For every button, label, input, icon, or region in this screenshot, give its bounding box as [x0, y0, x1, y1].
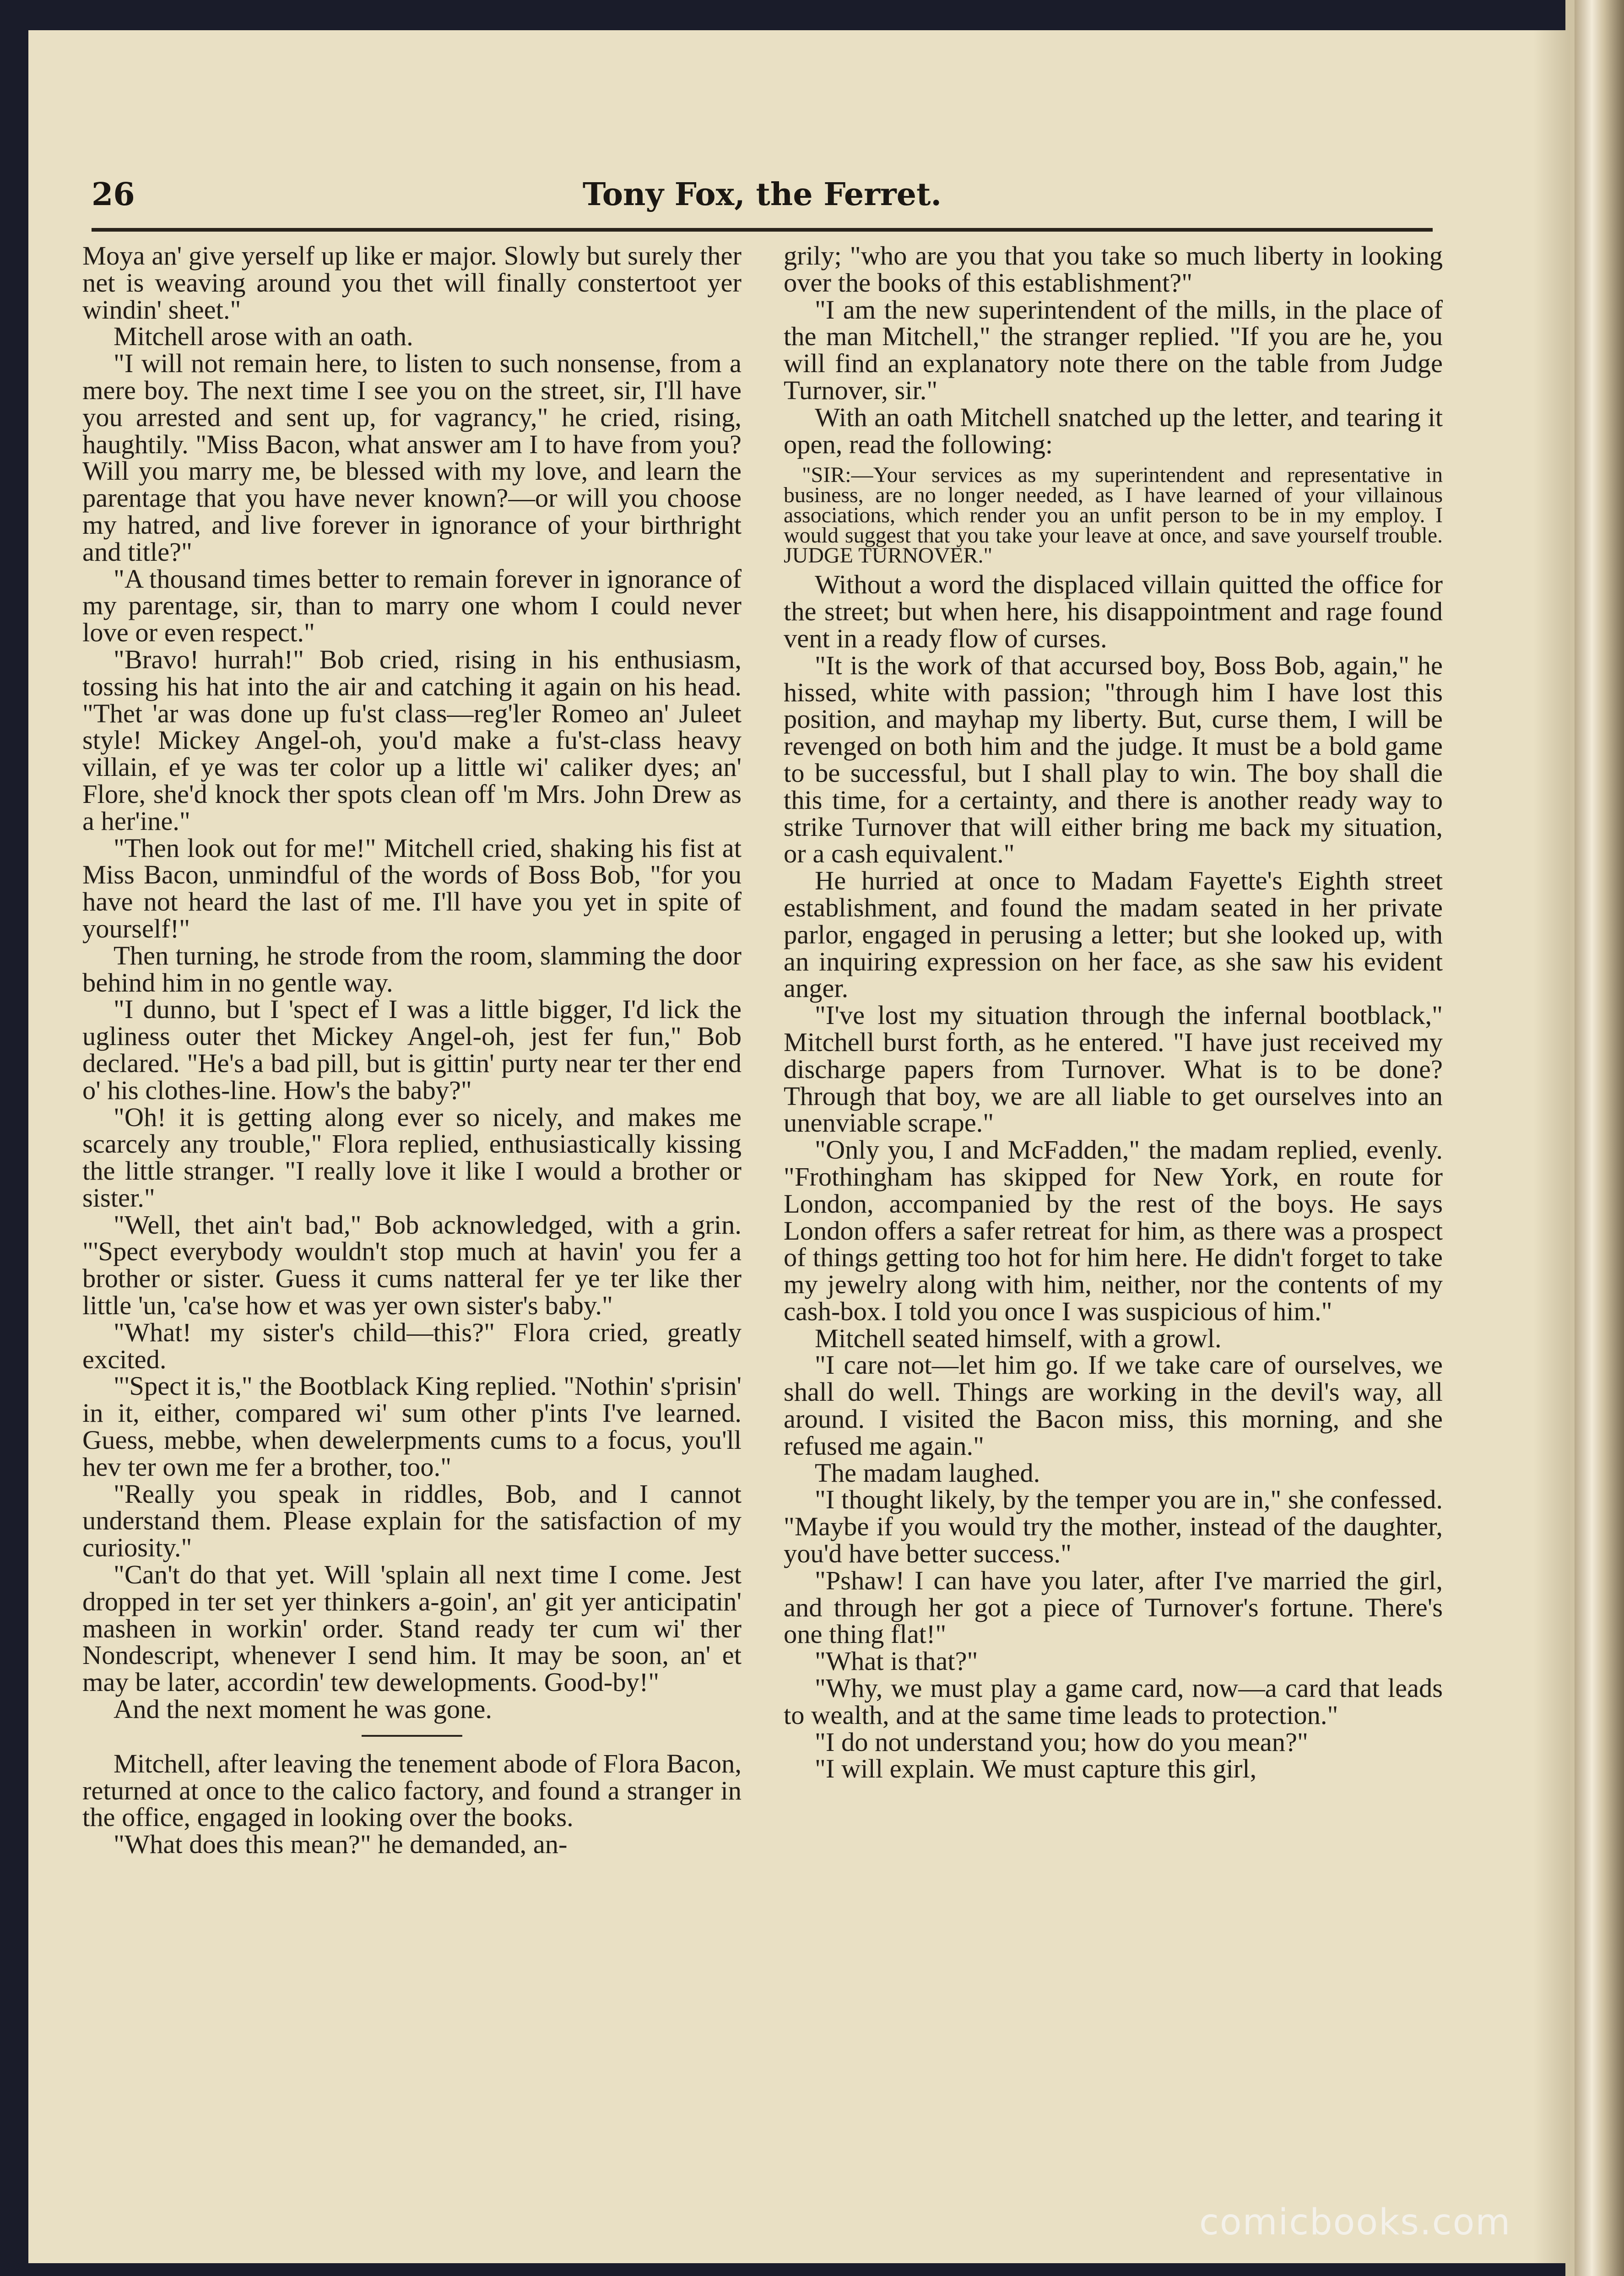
- paragraph: Mitchell arose with an oath.: [114, 321, 413, 352]
- binding-spine: [1575, 0, 1624, 2276]
- paragraph: "Well, thet ain't bad," Bob acknowledged, with a grin. "'Spect everybody wouldn't stop much at havin' you fer a brother or sister. Guess it cums natteral fer ye ter like ther little 'un, 'ca'se how et was yer own sister's baby.": [82, 1209, 742, 1321]
- paragraph: "I've lost my situation through the infernal bootblack," Mitchell burst forth, as he entered. "I have just received my discharge papers from Turnover. What is to be done? Through that boy, we are all liable to get ourselves into an unenviable scrape.": [784, 1000, 1443, 1138]
- paragraph: "Pshaw! I can have you later, after I've married the girl, and through her got a piece of Turnover's fortune. There's one thing flat!": [784, 1565, 1443, 1649]
- paragraph: "Then look out for me!" Mitchell cried, shaking his fist at Miss Bacon, unmindful of the words of Boss Bob, "for you have not heard the last of me. I'll have you yet in spite of yourself!": [82, 833, 742, 943]
- paragraph: grily; "who are you that you take so much liberty in looking over the books of this establishment?": [784, 241, 1443, 298]
- paragraph: "I thought likely, by the temper you are in," she confessed. "Maybe if you would try the mother, instead of the daughter, you'd have better success.": [784, 1485, 1443, 1569]
- header-rule: [92, 228, 1433, 232]
- running-title: Tony Fox, the Ferret.: [582, 176, 942, 213]
- paragraph: Moya an' give yerself up like er major. Slowly but surely ther net is weaving around you thet will finally constertoot yer windin' sheet.": [82, 241, 742, 325]
- page-shadow: [1533, 30, 1570, 2263]
- paragraph: "I will not remain here, to listen to such nonsense, from a mere boy. The next time I see you on the street, sir, I'll have you arrested and sent up, for vagrancy," he cried, rising, haughtily. "Miss Bacon, what answer am I to have from you? Will you marry me, be blessed with my love, and learn the parentage that you have never known?—or will you choose my hatred, and live forever in ignorance of your birthright and title?": [82, 348, 742, 567]
- paragraph: Without a word the displaced villain quitted the office for the street; but when here, his disappointment and rage found vent in a ready flow of curses.: [784, 569, 1443, 653]
- paragraph: "I dunno, but I 'spect ef I was a little bigger, I'd lick the ugliness outer thet Mickey Angel-oh, jest fer fun," Bob declared. "He's a bad pill, but is gittin' purty near ter ther end o' his clothes-line. How's the baby?": [82, 994, 742, 1105]
- paragraph: "What does this mean?" he demanded, an-: [114, 1829, 568, 1859]
- paragraph: "I do not understand you; how do you mean?": [815, 1727, 1308, 1757]
- paragraph: Mitchell seated himself, with a growl.: [815, 1323, 1222, 1353]
- paragraph: "Only you, I and McFadden," the madam replied, evenly. "Frothingham has skipped for New York, en route for London, accompanied by the rest of the boys. He says London offers a safer retreat for him, as there was a prospect of things getting too hot for him here. He didn't forget to take my jewelry along with him, neither, nor the contents of my cash-box. I told you once I was suspicious of him.": [784, 1135, 1443, 1326]
- site-watermark: comicbooks.com: [1199, 2202, 1511, 2243]
- paragraph: With an oath Mitchell snatched up the letter, and tearing it open, read the following:: [784, 402, 1443, 459]
- paragraph: "What is that?": [815, 1646, 978, 1676]
- paragraph: "Oh! it is getting along ever so nicely, and makes me scarcely any trouble," Flora replied, enthusiastically kissing the little stranger. "I really love it like I would a brother or sister.": [82, 1102, 742, 1213]
- paragraph: Mitchell, after leaving the tenement abode of Flora Bacon, returned at once to the calico factory, and found a stranger in the office, engaged in looking over the books.: [82, 1748, 742, 1832]
- paragraph: "Bravo! hurrah!" Bob cried, rising in his enthusiasm, tossing his hat into the air and catching it again on his head. "Thet 'ar was done up fu'st class—reg'ler Romeo an' Juleet style! Mickey Angel-oh, you'd make a fu'st-class heavy villain, ef ye was ter color up a little wi' caliker dyes; an' Flore, she'd knock ther spots clean off 'm Mrs. John Drew as a her'ine.": [82, 644, 742, 836]
- paragraph: "A thousand times better to remain forever in ignorance of my parentage, sir, than to marry one whom I could never love or even respect.": [82, 564, 742, 648]
- left-column: [82, 243, 742, 1858]
- running-head: [92, 169, 1433, 220]
- paragraph: "Can't do that yet. Will 'splain all next time I come. Jest dropped in ter set yer thinkers a-goin', an' git yer anticipatin' masheen in workin' order. Stand ready ter cum wi' ther Nondescript, whenever I send him. It may be soon, an' et may be later, accordin' tew dewelopments. Good-by!": [82, 1560, 742, 1697]
- paragraph: "I am the new superintendent of the mills, in the place of the man Mitchell," the stranger replied. "If you are he, you will find an explanatory note there on the table from Judge Turnover, sir.": [784, 294, 1443, 405]
- paragraph: "I will explain. We must capture this girl,: [815, 1754, 1257, 1784]
- paragraph: "What! my sister's child—this?" Flora cried, greatly excited.: [82, 1317, 742, 1374]
- paragraph: He hurried at once to Madam Fayette's Eighth street establishment, and found the madam seated in her private parlor, engaged in perusing a letter; but she looked up, with an inquiring expression on her face, as she saw his evident anger.: [784, 866, 1443, 1003]
- section-divider: [362, 1735, 462, 1737]
- paragraph: And the next moment he was gone.: [114, 1694, 492, 1724]
- paragraph: The madam laughed.: [815, 1458, 1040, 1488]
- paragraph: "Why, we must play a game card, now—a card that leads to wealth, and at the same time leads to protection.": [784, 1673, 1443, 1730]
- right-column: [784, 243, 1443, 1783]
- paragraph: Then turning, he strode from the room, slamming the door behind him in no gentle way.: [82, 940, 742, 997]
- paragraph: "Really you speak in riddles, Bob, and I cannot understand them. Please explain for the satisfaction of my curiosity.": [82, 1479, 742, 1563]
- paragraph: "It is the work of that accursed boy, Boss Bob, again," he hissed, white with passion; "through him I have lost this position, and mayhap my liberty. But, curse them, I will be revenged on both him and the judge. It must be a bold game to be successful, but I shall play to win. The boy shall die this time, for a certainty, and there is another ready way to strike Turnover that will either bring me back my situation, or a cash equivalent.": [784, 650, 1443, 869]
- page-number: 26: [92, 176, 135, 213]
- paragraph: "'Spect it is," the Bootblack King replied. "Nothin' s'prisin' in it, either, compared wi' sum other p'ints I've learned. Guess, mebbe, when dewelerpments cums to a focus, you'll hev ter own me fer a brother, too.": [82, 1371, 742, 1482]
- paragraph: "I care not—let him go. If we take care of ourselves, we shall do well. Things are working in the devil's way, all around. I visited the Bacon miss, this morning, and she refused me again.": [784, 1350, 1443, 1461]
- quoted-letter: "SIR:—Your services as my superintendent and representative in business, are no longer needed, as I have learned of your villainous associations, which render you an unfit person to be in my employ. I would suggest that you take your leave at once, and save yourself trouble. JUDGE TURNOVER.": [784, 463, 1443, 568]
